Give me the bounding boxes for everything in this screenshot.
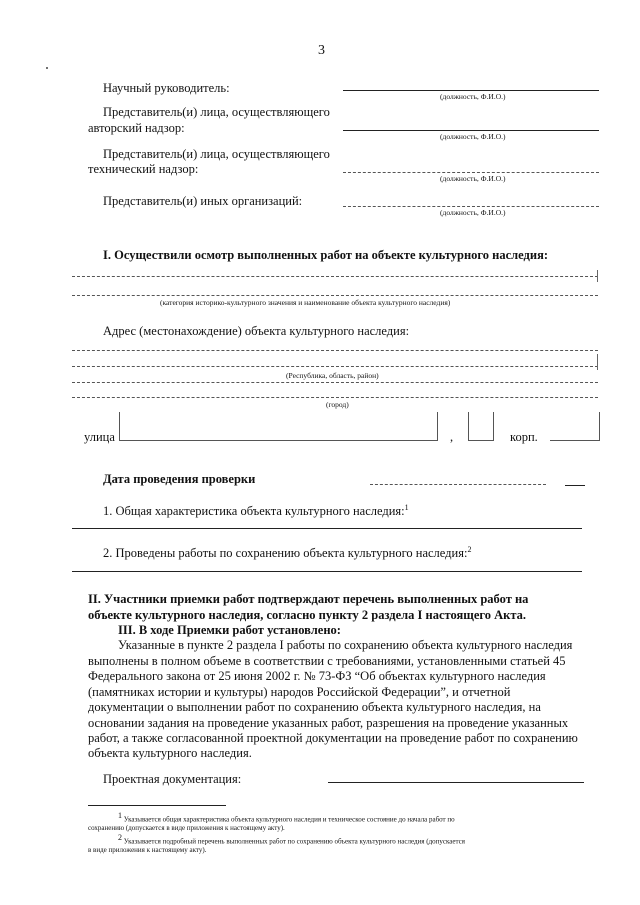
item2-line[interactable] [72,571,582,572]
region-caption: (Республика, область, район) [286,371,379,380]
project-documentation-line[interactable] [328,782,584,783]
address-label: Адрес (местонахождение) объекта культурного наследия: [103,324,410,338]
korp-field[interactable] [550,412,600,441]
technical-supervision-label-1: Представитель(и) лица, осуществляющего [103,147,330,161]
section3-line-8: объекта культурного наследия. [88,746,252,760]
other-organizations-label: Представитель(и) иных организаций: [103,194,303,208]
technical-supervision-label-2: технический надзор: [88,162,199,176]
other-organizations-caption: (должность, Ф.И.О.) [440,208,506,217]
address-line-1[interactable] [72,350,598,351]
address-line-2[interactable] [72,366,598,367]
scientific-supervisor-caption: (должность, Ф.И.О.) [440,92,506,101]
author-supervision-caption: (должность, Ф.И.О.) [440,132,506,141]
category-line-2[interactable] [72,295,598,296]
category-line-1-end [597,270,598,282]
other-organizations-line[interactable] [343,206,599,207]
section1-heading: I. Осуществили осмотр выполненных работ на объекте культурного наследия: [103,248,548,262]
scientific-supervisor-label: Научный руководитель: [103,81,230,95]
technical-supervision-line[interactable] [343,172,599,173]
section3-line-2: выполнены в полном объеме в соответствии с требованиями, установленными статьей 45 [88,654,566,668]
item1-general-characteristics: 1. Общая характеристика объекта культурного наследия:$^1$ [103,503,409,519]
section3-line-4: (памятниках истории и культуры) народов Российской Федерации”, и отчетной [88,685,511,699]
scan-speck [46,67,48,69]
footnote-1: $^1$ Указывается общая характеристика объекта культурного наследия и техническое состояние до начала работ по сохранению (допускается в виде приложения к настоящему акту). [88,811,455,833]
section3-heading: III. В ходе Приемки работ установлено: [118,623,341,637]
author-supervision-label-2: авторский надзор: [88,121,185,135]
address-line-2-end [597,354,598,370]
section2-heading-1: II. Участники приемки работ подтверждают перечень выполненных работ на [88,592,529,606]
inspection-date-label: Дата проведения проверки [103,472,256,486]
region-line[interactable] [72,382,598,383]
footnote-separator [88,805,226,806]
item1-line[interactable] [72,528,582,529]
section2-heading-2: объекте культурного наследия, согласно пункту 2 раздела I настоящего Акта. [88,608,527,622]
category-caption: (категория историко-культурного значения и наименование объекта культурного наследия) [160,298,451,307]
footnote-2: $^2$ Указывается подробный перечень выполненных работ по сохранению объекта культурного наследия (допускается в виде приложения к настоящему акту). [88,833,465,855]
section3-line-1: Указанные в пункте 2 раздела I работы по сохранению объекта культурного наследия [118,638,573,652]
house-field[interactable] [468,412,494,441]
item2-works-performed: 2. Проведены работы по сохранению объекта культурного наследия:$^2$ [103,545,472,561]
section3-line-6: основании задания на проведение указанных работ, разрешения на проведение указанных [88,716,569,730]
korp-label: корп. [510,430,538,444]
page-number: 3 [318,43,325,58]
scientific-supervisor-line[interactable] [343,90,599,91]
category-line-1[interactable] [72,276,598,277]
author-supervision-label-1: Представитель(и) лица, осуществляющего [103,105,330,119]
city-line[interactable] [72,397,598,398]
author-supervision-line[interactable] [343,130,599,131]
section3-line-3: Федерального закона от 25 июня 2002 г. № 73-ФЗ “Об объектах культурного наследия [88,669,546,683]
street-field[interactable] [119,412,438,441]
city-caption: (город) [326,400,349,409]
street-label: улица [84,430,115,444]
section3-line-7: работ, а также согласованной проектной документации на проведение работ по сохранению [88,731,578,745]
technical-supervision-caption: (должность, Ф.И.О.) [440,174,506,183]
section3-line-5: документации о выполнении работ по сохранению объекта культурного наследия, на [88,700,541,714]
inspection-date-year-line[interactable] [565,485,585,486]
inspection-date-line[interactable] [370,484,546,485]
house-separator: , [450,430,454,444]
project-documentation-label: Проектная документация: [103,772,242,786]
